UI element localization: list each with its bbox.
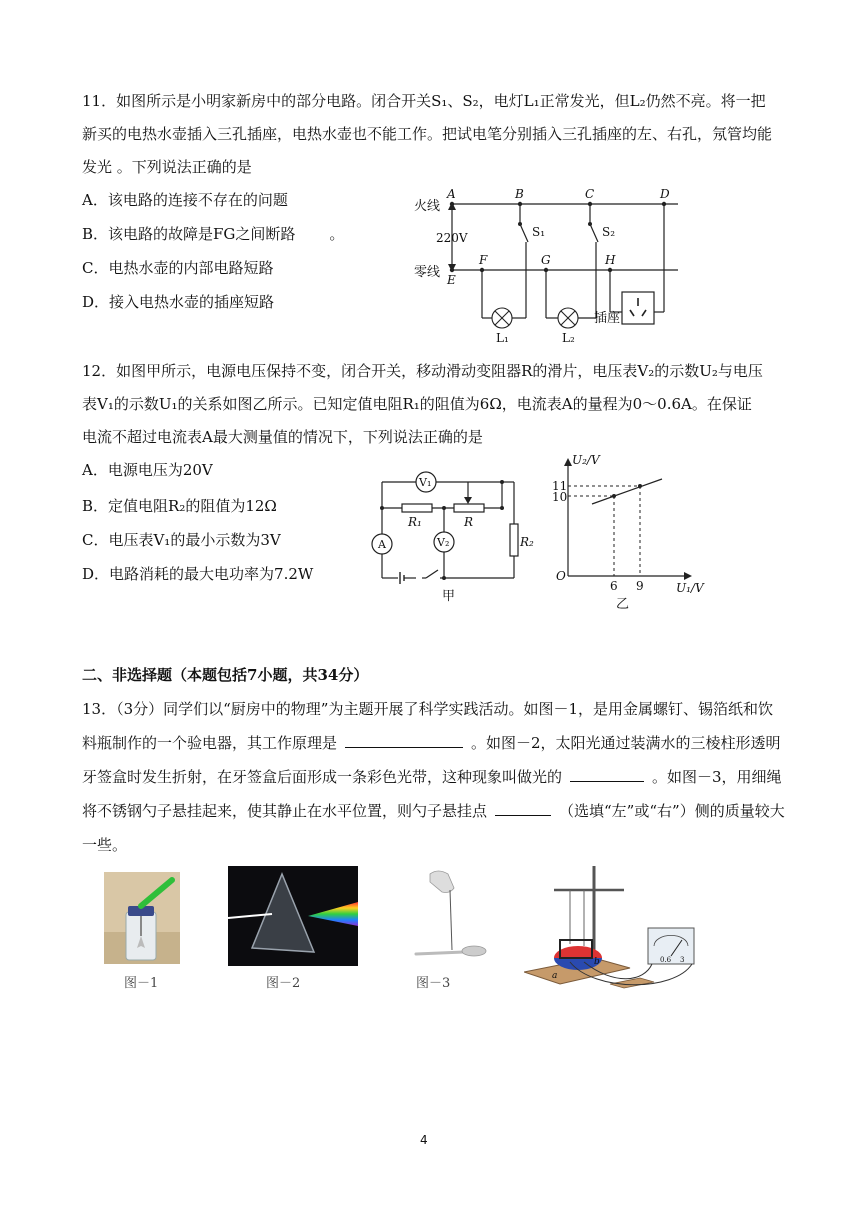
fig4-meter-06: 0.6 xyxy=(660,956,672,964)
voltage-label: 220V xyxy=(436,231,468,245)
q13-line3: 牙签盒时发生折射，在牙签盒后面形成一条彩色光带，这种现象叫做光的 。如图－3，用细绳 xyxy=(82,768,782,786)
answer-blank-2[interactable] xyxy=(570,767,644,782)
voltmeter-v2-label: V₂ xyxy=(437,536,450,549)
graph-origin: O xyxy=(556,569,566,583)
fig4-meter-3: 3 xyxy=(680,956,685,964)
section-title: 二、非选择题（本题包括7小题，共34分） xyxy=(82,666,369,684)
q13-line2: 料瓶制作的一个验电器，其工作原理是 。如图－2，太阳光通过装满水的三棱柱形透明 xyxy=(82,734,781,752)
answer-blank-3[interactable] xyxy=(495,801,551,816)
q12-option-c: C．电压表V₁的最小示数为3V xyxy=(82,531,281,549)
rheostat-r-label: R xyxy=(464,515,474,529)
graph-xtick-6: 6 xyxy=(610,579,618,593)
q12-option-a: A．电源电压为20V xyxy=(82,461,213,479)
graph-ytick-11: 11 xyxy=(552,479,568,493)
q13-line1: 13．（3分）同学们以“厨房中的物理”为主题开展了科学实践活动。如图－1，是用金属螺钉、锡箔纸和饮 xyxy=(82,700,774,718)
live-wire-label: 火线 xyxy=(414,199,441,214)
page-number: 4 xyxy=(420,1133,428,1147)
switch-s1-label: S₁ xyxy=(532,225,546,239)
fig2-caption: 图－2 xyxy=(266,976,301,991)
lamp-l1-label: L₁ xyxy=(496,331,509,345)
point-g: G xyxy=(541,253,551,267)
voltmeter-v1-label: V₁ xyxy=(419,476,432,489)
fig1-caption: 图－1 xyxy=(124,976,159,991)
fig4-induction-apparatus xyxy=(524,862,724,992)
q11-option-d: D．接入电热水壶的插座短路 xyxy=(82,293,275,311)
q11-line3: 发光 。下列说法正确的是 xyxy=(82,158,252,176)
q12-graph-figure xyxy=(548,452,716,614)
graph-caption: 乙 xyxy=(616,597,630,612)
fig2-prism-photo xyxy=(228,866,358,966)
graph-y-label: U₂/V xyxy=(572,453,600,467)
graph-ytick-10: 10 xyxy=(552,490,568,504)
neutral-wire-label: 零线 xyxy=(414,265,441,280)
point-c: C xyxy=(585,187,595,201)
graph-x-label: U₁/V xyxy=(676,581,704,595)
fig4-label-a: a xyxy=(552,971,558,981)
q11-option-a: A．该电路的连接不存在的问题 xyxy=(82,191,288,209)
resistor-r1-label: R₁ xyxy=(408,515,422,529)
ammeter-label: A xyxy=(378,538,386,551)
q13-line4: 将不锈钢勺子悬挂起来，使其静止在水平位置，则勺子悬挂点 （选填“左”或“右”）侧的质量较大 xyxy=(82,802,785,820)
q12-line1: 12．如图甲所示，电源电压保持不变，闭合开关，移动滑动变阻器R的滑片，电压表V₂的示数U₂与电压 xyxy=(82,362,763,380)
fig3-spoon-photo xyxy=(408,866,500,970)
q12-option-d: D．电路消耗的最大电功率为7.2W xyxy=(82,565,314,583)
resistor-r2-label: R₂ xyxy=(520,535,534,549)
point-h: H xyxy=(605,253,616,267)
q13-line5: 一些。 xyxy=(82,836,128,854)
switch-s2-label: S₂ xyxy=(602,225,616,239)
fig3-caption: 图－3 xyxy=(416,976,451,991)
point-f: F xyxy=(479,253,488,267)
q12-circuit-figure xyxy=(370,466,542,606)
q12-option-b: B．定值电阻R₂的阻值为12Ω xyxy=(82,497,277,515)
fig4-label-b: b xyxy=(594,957,600,967)
point-e: E xyxy=(447,273,456,287)
q11-option-b: B．该电路的故障是FG之间断路 。 xyxy=(82,225,345,243)
point-b: B xyxy=(515,187,524,201)
q12-line2: 表V₁的示数U₁的关系如图乙所示。已知定值电阻R₁的阻值为6Ω，电流表A的量程为0～0.6A。在保证 xyxy=(82,395,752,413)
point-a: A xyxy=(447,187,456,201)
q11-household-circuit-figure xyxy=(408,184,688,346)
point-d: D xyxy=(660,187,670,201)
circuit-caption: 甲 xyxy=(442,589,456,604)
lamp-l2-label: L₂ xyxy=(562,331,575,345)
fig1-electroscope-photo xyxy=(104,872,180,964)
socket-label: 插座 xyxy=(594,311,621,326)
graph-xtick-9: 9 xyxy=(636,579,644,593)
q11-option-c: C．电热水壶的内部电路短路 xyxy=(82,259,274,277)
q11-line1: 11．如图所示是小明家新房中的部分电路。闭合开关S₁、S₂，电灯L₁正常发光，但L₂仍然不亮。将一把 xyxy=(82,92,766,110)
q12-line3: 电流不超过电流表A最大测量值的情况下，下列说法正确的是 xyxy=(82,428,483,446)
q11-line2: 新买的电热水壶插入三孔插座，电热水壶也不能工作。把试电笔分别插入三孔插座的左、右孔，氖管均能 xyxy=(82,125,773,143)
answer-blank-1[interactable] xyxy=(345,733,463,748)
